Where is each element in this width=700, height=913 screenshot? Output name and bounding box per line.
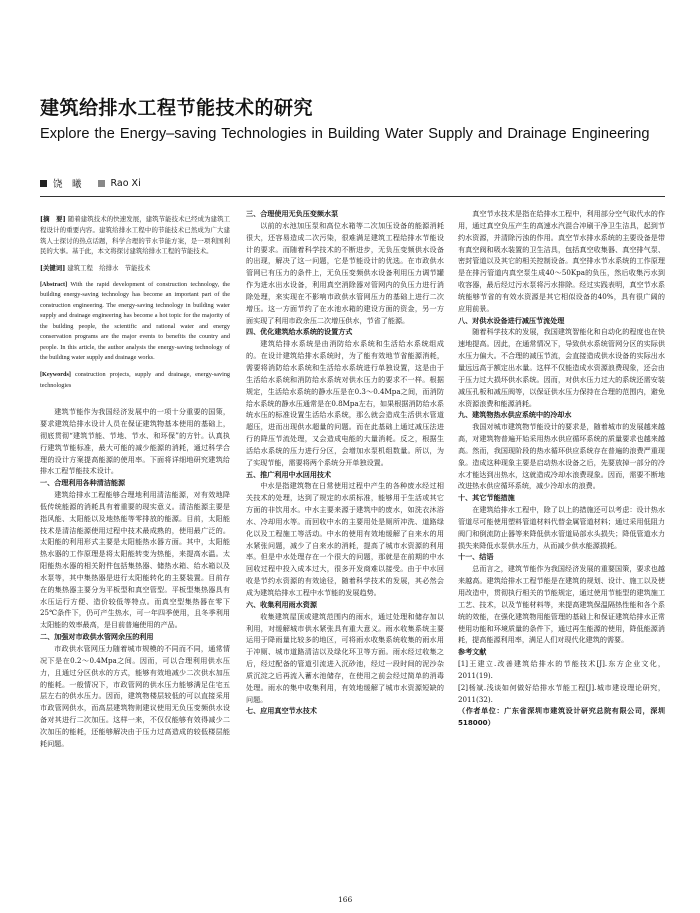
keywords-cn-text: 建筑工程 给排水 节能技术 — [67, 264, 151, 273]
section-paragraph: 建筑给排水系统是由消防给水系统和生活给水系统组成的。在设计建筑给排水系统时，为了能有效地节省能源消耗，需要将消防给水系统和生活给水系统进行单独设置，这是由于生活给水系统和消防给水系统对供水压力的要求不一样。根据规定，生活给水系统的静水压是在0.3～0.4Mpa之间，而消防给水系统的静水压通常是在0.8Mpa左右，如果根据消防给水系统水压的标准设置生活给水系统，那么就会造成生活供水管道超压，进而出现供水超量的问题。而在此基础上通过减压法进行的降压节流处理，又会造成电能的大量消耗。反之，根据生活给水系统的压力进行分区，会增加水泵机组数量。所以，为了实现节能，需要将两个系统分开单独设置。 — [246, 339, 444, 467]
section-paragraph: 真空节水技术是指在给排水工程中，利用部分空气取代水的作用，通过真空负压产生的高速水汽混合冲刷干净卫生洁具，起到节约水资源，并清除污浊的作用。真空节水排水系统的主要设备是带有真空阀和吸水装置的卫生洁具，包括真空收集器、真空排气泵、密封管道以及其它的相关控制设备。真空排水节水系统的工作原理是在排污管道内真空泵生成40～50Kpa的负压，然后收集污水到收容器，最后经过污水泵将污水排除。经过实践表明，真空节水系统能够节省的有效水资源是其它相似设备的40%，具有很广阔的应用前景。 — [458, 209, 665, 313]
section-heading: 二、加强对市政供水管网余压的利用 — [40, 632, 154, 642]
section-heading: 十、其它节能措施 — [458, 493, 515, 503]
section-paragraph: 总而言之，建筑节能作为我国经济发展的重要国策，要求也越来越高。建筑给排水工程节能是在建筑的规划、设计、施工以及使用改造中，贯彻执行相关的节能规定，通过使用节能型的建筑施工工艺、技术，以及节能材料等，来提高建筑保温隔热性能和各个系统的效能，在强化建筑物用能管理的基础上和保证建筑给排水正常使用功能和环境质量的条件下，通过再生能源的使用，降低能源消耗，提高能源利用率，满足人们对现代化建筑的需要。 — [458, 564, 665, 645]
square-bullet-icon — [98, 180, 105, 187]
references-heading: 参考文献 — [458, 647, 487, 657]
section-heading: 七、应用真空节水技术 — [246, 706, 317, 716]
title-english: Explore the Energy–saving Technologies in Building Water Supply and Drainage Engineering — [40, 126, 650, 142]
section-heading: 三、合理使用无负压变频水泵 — [246, 209, 339, 218]
section-heading: 九、建筑物热水供应系统中的冷却水 — [458, 410, 572, 420]
section-paragraph: 建筑给排水工程能够合理地利用清洁能源，对有效地降低传统能源的消耗具有着重要的现实意义。清洁能源主要是指风能、太阳能以及地热能等零排放的能源。目前，太阳能技术是清洁能源使用过程中技术最成熟的，使用最广泛的。太阳能的利用形式主要是太阳能热水器方面。其中，太阳能热水器的工作原理是将太阳能转变为热能，来提高水温。太阳能热水器的相关附件包括集热器、储热水箱、给水箱以及水泵等，其中集热器是进行太阳能转化的主要装置。目前存在的集热器主要分为平板型和真空管型。平板型集热器具有水压运行方便、造价较低等特点。而真空型集热器在零下25℃条件下，仍可产生热水，可一年四季使用，且冬季利用太阳能的效率最高，是目前普遍使用的产品。 — [40, 490, 230, 630]
author-affiliation: （作者单位：广东省深圳市建筑设计研究总院有限公司，深圳 518000） — [458, 706, 673, 728]
keywords-cn-label: [关键词] — [40, 264, 66, 273]
section-heading: 一、合理利用各种清洁能源 — [40, 478, 126, 488]
abstract-cn-label: [摘 要] — [40, 215, 66, 224]
author-line — [40, 176, 141, 190]
section-heading: 五、推广利用中水回用技术 — [246, 469, 332, 479]
section-heading: 六、收集利用雨水资源 — [246, 599, 317, 609]
section-heading: 八、对供水设备进行减压节流处理 — [458, 315, 565, 325]
keywords-en — [40, 370, 230, 391]
section-paragraph: 我国对城市建筑物节能设计的要求是，随着城市的发展越来越高，对建筑物普遍开始采用热水供应循环系统的质量要求也越来越高。然而，我国现阶段的热水循环供应系统存在普遍的浪费严重现象。造成这种现象主要是启动热水设备之后，先要放掉一部分的冷水才能达到出热水，这就造成冷却水浪费现象。因而，需要不断地改进热水供应循环系统，减少冷却水的浪费。 — [458, 422, 665, 491]
section-paragraph: 中水是指建筑物在日常使用过程中产生的各种废水经过相关技术的处理，达到了规定的水质标准，能够用于生活或其它方面的非饮用水。中水主要来源于建筑中的废水，如洗衣沐浴水、冷却用水等。而回收中水的主要用处是厕所冲洗、道路绿化以及工程施工等活动。中水的使用有效地缓解了自来水的用水紧张问题，减少了自来水的消耗，提高了城市水资源的利用率。但是中水处理存在一个很大的问题，那就是在前期的中水回收过程中投入成本过大，很多开发商难以接受。由于中水回收是节约水资源的有效途径，随着科学技术的发展，其必然会成为建筑给排水工程中水节能的发展趋势。 — [246, 481, 444, 597]
keywords-en-text: construction projects, supply and drainage, energy-saving technologies — [40, 371, 231, 389]
intro-paragraph: 建筑节能作为我国经济发展中的一项十分重要的国策，要求建筑给排水设计人员在保证建筑物基本使用的基础上，彻底贯彻“建筑节能、节地、节水、和环保”的方针。认真执行建筑节能标准，最大可能的减少能源的消耗，通过科学合理的设计方案提高能源的使用率。下面将详细地研究建筑给排水工程节能技术设计。 — [40, 407, 230, 476]
section-paragraph: 在建筑给排水工程中，除了以上的措施还可以考虑：设计热水管道尽可能使用塑料管道材料代替金属管道材料；通过采用低阻力阀门和倒流防止器等来降低供水管道局部水头损失；降低管道水力损失来降低水泵供水压力，从而减少供水能源损耗。 — [458, 505, 665, 550]
section-paragraph: 市政供水管网压力随着城市规模的不同而不同，通常情况下是在0.2～0.4Mpa之间。因而，可以合理利用供水压力，且通过分区供水的方式，能够有效地减少二次供水加压的能耗。一般情况下，市政管网的供水压力能够满足住宅五层左右的供水压力。因而，建筑物楼层较低的可以直接采用市政管网供水，而高层建筑物则建议使用无负压变频供水设备对其进行二次加压。这样一来，不仅仅能够有效得减少二次加压的能耗，还能够解决由于压力过高造成的较低楼层能耗问题。 — [40, 644, 230, 748]
author-name-cn: 饶 曦 — [53, 179, 82, 190]
column-2 — [246, 208, 444, 717]
page-number: 166 — [338, 895, 353, 904]
section-heading: 四、优化建筑给水系统的设置方式 — [246, 327, 353, 337]
section-paragraph: 收集建筑屋顶或建筑范围内的雨水，通过处理和储存加以利用，对缓解城市供水紧张具有重大意义。雨水收集系统主要运用于降雨量比较多的地区，可将雨水收集系统收集的雨水用于冲厕、城市道路清洁以及绿化环卫等方面。雨水经过收集之后，经过配备的管道引流进入沉砂池，经过一段时间的泥沙杂质沉淀之后再流入蓄水池储存，在使用之前会经过简单的消毒处理。雨水的集中收集利用，有效地缓解了城市水资源短缺的问题。 — [246, 611, 444, 704]
keywords-en-label: [Keywords] — [40, 371, 71, 379]
section-heading: 十一、结语 — [458, 552, 494, 562]
column-3 — [458, 208, 673, 729]
abstract-cn — [40, 214, 230, 256]
abstract-cn-text: 随着建筑技术的快速发展，建筑节能技术已经成为建筑工程设计的重要内容。建筑给排水工程中的节能技术已然成为广大建筑人士探讨的热点话题，科学合理的节水节能方案，是一项利国利民的大事。基于此，本文将探讨建筑给排水工程的节能技术。 — [40, 215, 230, 256]
abstract-en-label: [Abstract] — [40, 280, 68, 288]
reference-item: [1]王建立.改善建筑给排水的节能技术[J].东方企业文化，2011(19). — [458, 659, 665, 680]
title-chinese: 建筑给排水工程节能技术的研究 — [40, 97, 314, 119]
reference-item: [2]杨斌.浅谈如何做好给排水节能工程[J].城市建设理论研究，2011(32). — [458, 682, 665, 704]
abstract-en-text: With the rapid development of construction technology, the building energy-saving technology has become an important part of the construction engineering. The energy-saving technology in building water supply and drainage engineering has become a hot topic for the majority of the building people, the scientific and rational water and energy conservation programs are the major events to benefits the country and people. In this article, the author analysis the energy-saving technology of the building water supply and drainage works. — [40, 280, 231, 362]
abstract-en — [40, 280, 230, 364]
section-paragraph: 以前的水池加压泵和高位水箱等二次加压设备的能源消耗很大，还容易造成二次污染，很难满足建筑工程给排水节能设计的要求。而随着科学技术的不断进步，无负压变频供水设备的出现，解决了这一问题，它是节能设计的优选。在市政供水管网已有压力的条件上，无负压变频供水设备利用压力调节罐作为进水出水设备，利用真空消除器对管网内的负压力进行消除处理，来实现在不影响市政供水管网压力的基础上进行二次增压。这一方面节约了在水池水箱的建设方面的资金，另一方面实现了利用市政余压二次增压供水，节省了能源。 — [246, 220, 444, 325]
column-1 — [40, 208, 230, 750]
square-bullet-icon — [40, 180, 47, 187]
header-divider — [40, 196, 665, 197]
author-name-en: Rao Xi — [110, 177, 141, 189]
keywords-cn — [40, 263, 230, 274]
section-paragraph: 随着科学技术的发展，我国建筑智能化和自动化的程度也在快速地提高。因此，在通常情况下，导致供水系统管网分区的实际供水压力偏大。不合理的减压节流，会直接造成供水设备的实际出水量远远高于额定出水量。这样不仅能造成水资源浪费现象，还会由于压力过大损坏供水系统。因而，对供水压力过大的系统还需安装减压孔板和减压阀等，以保证供水压力保持在合理的范围内，避免水资源浪费和能源消耗。 — [458, 327, 665, 408]
